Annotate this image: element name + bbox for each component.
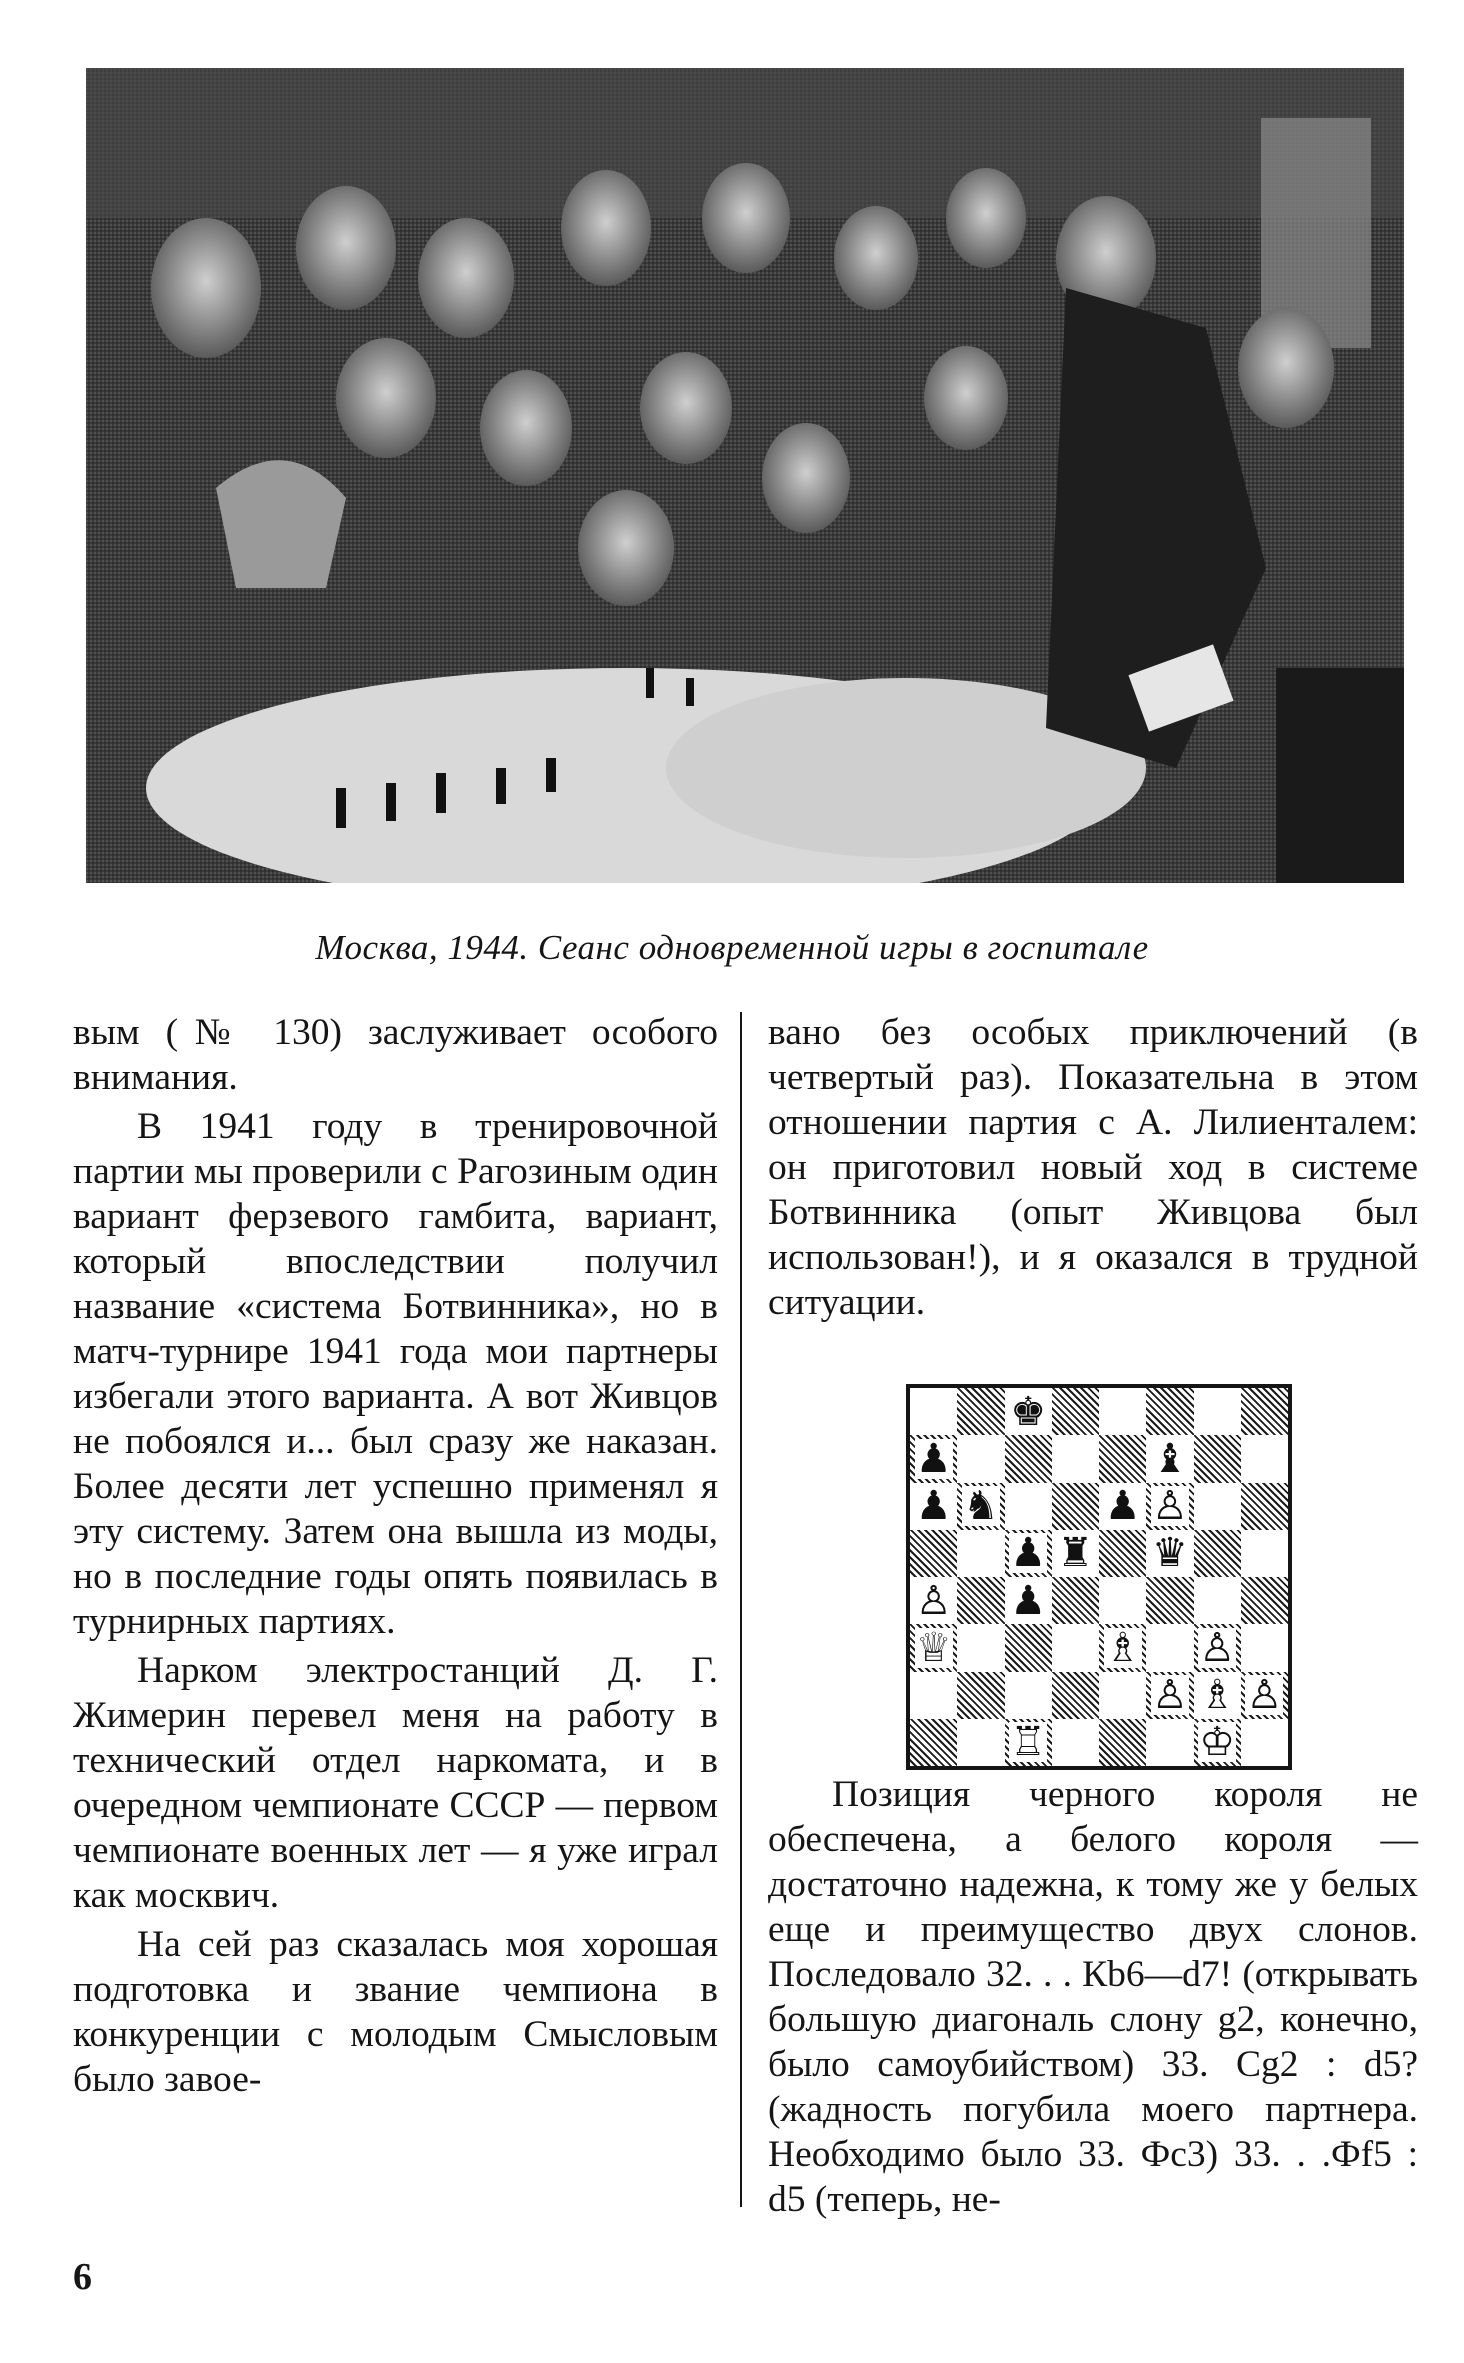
board-square — [957, 1624, 1004, 1671]
chess-piece: ♗ — [1104, 1624, 1141, 1671]
board-square — [910, 1672, 957, 1719]
board-square — [910, 1435, 957, 1482]
board-square — [1146, 1577, 1193, 1624]
board-square — [1146, 1388, 1193, 1435]
board-square — [1099, 1624, 1146, 1671]
board-square — [957, 1435, 1004, 1482]
chess-piece: ♝ — [1151, 1435, 1188, 1482]
board-square — [1052, 1435, 1099, 1482]
board-square — [1241, 1530, 1288, 1577]
chess-piece: ♙ — [1246, 1672, 1283, 1719]
chess-piece: ♟ — [1010, 1530, 1047, 1577]
chess-piece: ♙ — [1151, 1672, 1188, 1719]
paragraph: Нарком электростанций Д. Г. Жимерин перевел меня на работу в технический отдел наркомата, и в очередном чемпионате СССР — первом чемпионате военных лет — я уже играл как москвич. — [73, 1650, 718, 1916]
board-square — [1099, 1435, 1146, 1482]
board-square — [1099, 1719, 1146, 1766]
board-square — [1005, 1719, 1052, 1766]
chess-piece: ♞ — [962, 1483, 999, 1530]
board-square — [1194, 1435, 1241, 1482]
chess-piece: ♗ — [1199, 1672, 1236, 1719]
board-square — [957, 1530, 1004, 1577]
chess-board — [910, 1388, 1288, 1766]
paragraph: вым (№ 130) заслуживает особого внимания. — [73, 1012, 718, 1098]
right-column — [768, 1010, 1418, 1325]
photograph-illustration — [86, 68, 1404, 883]
board-square — [957, 1388, 1004, 1435]
board-square — [1194, 1530, 1241, 1577]
board-square — [1146, 1624, 1193, 1671]
right-column-continued — [768, 1772, 1418, 2222]
photograph — [86, 68, 1404, 883]
board-square — [1005, 1577, 1052, 1624]
board-square — [1194, 1577, 1241, 1624]
board-square — [957, 1577, 1004, 1624]
chess-piece: ♖ — [1010, 1719, 1047, 1766]
board-square — [910, 1530, 957, 1577]
board-square — [1005, 1388, 1052, 1435]
board-square — [1052, 1530, 1099, 1577]
board-square — [1194, 1388, 1241, 1435]
chess-piece: ♔ — [1199, 1719, 1236, 1766]
board-square — [1099, 1530, 1146, 1577]
board-square — [1005, 1624, 1052, 1671]
board-square — [957, 1719, 1004, 1766]
board-square — [1146, 1483, 1193, 1530]
board-square — [1005, 1483, 1052, 1530]
board-square — [1099, 1483, 1146, 1530]
board-square — [910, 1624, 957, 1671]
column-divider — [740, 1012, 742, 2207]
board-square — [1241, 1435, 1288, 1482]
board-square — [1194, 1483, 1241, 1530]
board-square — [910, 1483, 957, 1530]
board-square — [1194, 1624, 1241, 1671]
board-square — [1099, 1672, 1146, 1719]
board-square — [1052, 1577, 1099, 1624]
left-column — [73, 1010, 718, 2102]
chess-piece: ♙ — [1199, 1624, 1236, 1671]
chess-piece: ♟ — [1104, 1483, 1141, 1530]
chess-piece: ♟ — [915, 1483, 952, 1530]
board-square — [910, 1388, 957, 1435]
board-square — [1241, 1483, 1288, 1530]
board-square — [910, 1719, 957, 1766]
board-square — [1241, 1719, 1288, 1766]
board-square — [1241, 1388, 1288, 1435]
board-square — [957, 1672, 1004, 1719]
board-square — [1052, 1624, 1099, 1671]
board-square — [1005, 1530, 1052, 1577]
board-square — [1005, 1672, 1052, 1719]
board-square — [1241, 1577, 1288, 1624]
board-square — [1241, 1624, 1288, 1671]
chess-piece: ♕ — [915, 1624, 952, 1671]
paragraph: вано без особых приключений (в четвертый раз). Показательна в этом отношении партия с А. Лилиенталем: он приготовил новый ход в системе Ботвинника (опыт Живцова был использован!), и я оказался в трудной ситуации. — [768, 1012, 1418, 1323]
paragraph: На сей раз сказалась моя хорошая подготовка и звание чемпиона в конкуренции с молодым Смысловым было завое- — [73, 1924, 718, 2100]
page-number: 6 — [73, 2256, 92, 2298]
board-square — [1052, 1672, 1099, 1719]
board-square — [910, 1577, 957, 1624]
chess-diagram — [906, 1384, 1292, 1770]
paragraph: Позиция черного короля не обеспечена, а белого короля — достаточно надежна, к тому же у белых еще и преимущество двух слонов. Последовало 32. . . Кb6—d7! (открывать большую диагональ слону g2, конечно, было самоубийством) 33. Сg2 : d5? (жадность погубила моего партнера. Необходимо было 33. Фс3) 33. . .Фf5 : d5 (теперь, не- — [768, 1774, 1418, 2220]
board-square — [1099, 1388, 1146, 1435]
photo-caption: Москва, 1944. Сеанс одновременной игры в госпитале — [315, 928, 1149, 967]
chess-piece: ♜ — [1057, 1530, 1094, 1577]
paragraph: В 1941 году в тренировочной партии мы проверили с Рагозиным один вариант ферзевого гамбита, вариант, который впоследствии получил название «система Ботвинника», но в матч-турнире 1941 года мои партнеры избегали этого варианта. А вот Живцов не побоялся и... был сразу же наказан. Более десяти лет успешно применял я эту систему. Затем она вышла из моды, но в последние годы опять появилась в турнирных партиях. — [73, 1106, 718, 1642]
board-square — [1146, 1672, 1193, 1719]
board-square — [1146, 1435, 1193, 1482]
board-square — [1146, 1719, 1193, 1766]
board-square — [1241, 1672, 1288, 1719]
chess-piece: ♛ — [1151, 1530, 1188, 1577]
board-square — [1146, 1530, 1193, 1577]
board-square — [1052, 1483, 1099, 1530]
board-square — [1052, 1719, 1099, 1766]
chess-piece: ♟ — [1010, 1577, 1047, 1624]
board-square — [957, 1483, 1004, 1530]
board-square — [1194, 1672, 1241, 1719]
chess-piece: ♟ — [915, 1435, 952, 1482]
board-square — [1194, 1719, 1241, 1766]
chess-piece: ♙ — [915, 1577, 952, 1624]
chess-piece: ♙ — [1151, 1483, 1188, 1530]
board-square — [1099, 1577, 1146, 1624]
board-square — [1005, 1435, 1052, 1482]
chess-piece: ♚ — [1010, 1388, 1047, 1435]
board-square — [1052, 1388, 1099, 1435]
